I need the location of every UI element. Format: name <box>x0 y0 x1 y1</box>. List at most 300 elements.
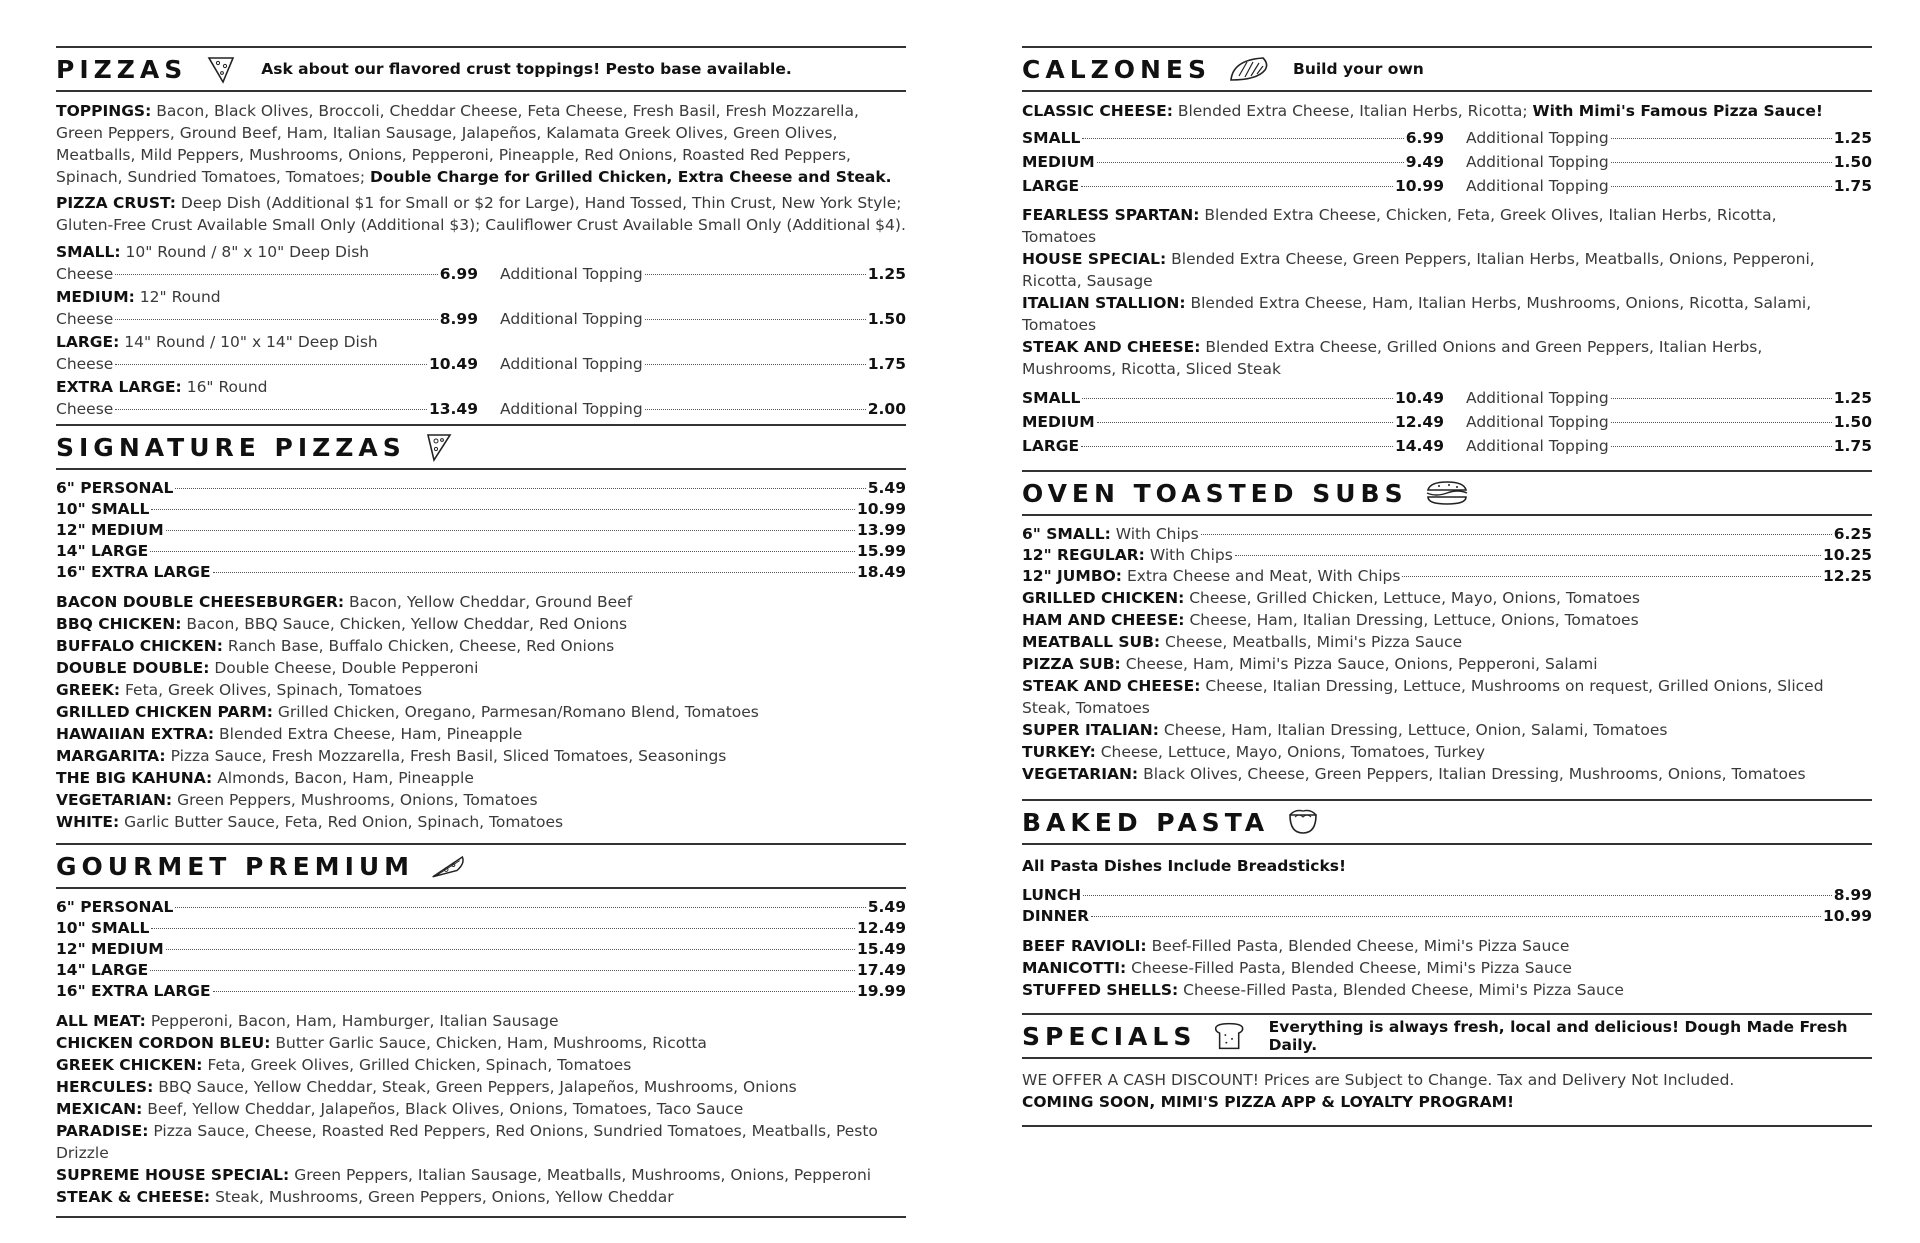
toppings-paragraph <box>56 100 906 188</box>
signature-price-row-price: 15.99 <box>856 542 906 560</box>
signature-item <box>56 723 906 745</box>
signature-price-row-label <box>56 562 211 583</box>
sub-price-row-label <box>1022 524 1199 545</box>
calzone-specialty-item-desc: Blended Extra Cheese, Grilled Onions and Green Peppers, Italian Herbs, Mushrooms, Ricotta, Sliced Steak <box>1022 338 1763 378</box>
pizza-cheese-price-row <box>56 353 478 375</box>
classic-cheese-text: Blended Extra Cheese, Italian Herbs, Ricotta; <box>1177 102 1528 120</box>
calzone-price-pair <box>1022 410 1872 434</box>
pasta-item <box>1022 979 1872 1001</box>
signature-item <box>56 811 906 833</box>
additional-topping-price: 1.25 <box>1833 389 1872 407</box>
gourmet-price-row <box>56 897 906 918</box>
signature-item-name: WHITE: <box>56 813 120 831</box>
signature-price-row-price: 10.99 <box>856 500 906 518</box>
gourmet-item-desc: Beef, Yellow Cheddar, Jalapeños, Black Olives, Onions, Tomatoes, Taco Sauce <box>147 1100 744 1118</box>
dot-leader <box>1097 162 1404 163</box>
gourmet-item-name: MEXICAN: <box>56 1100 143 1118</box>
calzone-price-row-price: 9.49 <box>1405 153 1444 171</box>
pasta-item-list <box>1022 935 1872 1001</box>
pizza-size-desc: 12" Round <box>139 288 221 306</box>
pizza-size-desc: 10" Round / 8" x 10" Deep Dish <box>125 243 370 261</box>
gourmet-price-row-label <box>56 897 173 918</box>
calzone-price-row-price: 10.49 <box>1394 389 1444 407</box>
additional-topping-row <box>500 398 906 420</box>
calzone-specialty-item-name: HOUSE SPECIAL: <box>1022 250 1167 268</box>
sub-price-row-label <box>1022 566 1400 587</box>
additional-topping-price: 1.50 <box>1833 153 1872 171</box>
additional-topping-price: 1.25 <box>1833 129 1872 147</box>
calzone-price-row-price: 14.49 <box>1394 437 1444 455</box>
additional-topping-price: 1.75 <box>867 355 906 373</box>
pizza-size-block <box>56 287 906 330</box>
sub-price-row <box>1022 566 1872 587</box>
subs-title: OVEN TOASTED SUBS <box>1022 478 1408 508</box>
right-bottom-rule <box>1022 1125 1872 1127</box>
pasta-price-row-price: 8.99 <box>1833 886 1872 904</box>
specials-note: Everything is always fresh, local and delicious! Dough Made Fresh Daily. <box>1268 1018 1848 1054</box>
dot-leader <box>115 364 427 365</box>
pasta-item-name: MANICOTTI: <box>1022 959 1127 977</box>
additional-topping-row <box>1466 150 1872 174</box>
pizza-cheese-price: 8.99 <box>439 310 478 328</box>
gourmet-price-row-price: 5.49 <box>867 898 906 916</box>
dot-leader <box>645 409 866 410</box>
calzone-price-row-label <box>1022 126 1080 150</box>
signature-price-row-price: 5.49 <box>867 479 906 497</box>
pizza-size-desc: 14" Round / 10" x 14" Deep Dish <box>124 333 378 351</box>
pasta-item-desc: Beef-Filled Pasta, Blended Cheese, Mimi's Pizza Sauce <box>1151 937 1570 955</box>
signature-price-row <box>56 478 906 499</box>
calzone-specialty-item <box>1022 248 1822 292</box>
pizza-size-desc: 16" Round <box>186 378 268 396</box>
additional-topping-price: 1.75 <box>1833 437 1872 455</box>
dot-leader <box>1611 422 1832 423</box>
pizza-size-name: LARGE: <box>56 333 120 351</box>
pasta-price-row <box>1022 885 1872 906</box>
sub-item-desc: Black Olives, Cheese, Green Peppers, Italian Dressing, Mushrooms, Onions, Tomatoes <box>1143 765 1806 783</box>
sub-item-name: GRILLED CHICKEN: <box>1022 589 1185 607</box>
gourmet-title: GOURMET PREMIUM <box>56 851 415 881</box>
gourmet-price-row-name: 14" LARGE <box>56 961 149 979</box>
signature-item-name: GREEK: <box>56 681 121 699</box>
pizza-slice-icon <box>422 432 458 462</box>
calzone-price-row-name: LARGE <box>1022 437 1080 455</box>
calzone-price-row-price: 10.99 <box>1394 177 1444 195</box>
gourmet-item-name: SUPREME HOUSE SPECIAL: <box>56 1166 290 1184</box>
gourmet-price-row <box>56 960 906 981</box>
additional-topping-row <box>1466 126 1872 150</box>
sub-item-desc: Cheese, Meatballs, Mimi's Pizza Sauce <box>1165 633 1463 651</box>
signature-item-name: MARGARITA: <box>56 747 166 765</box>
dot-leader <box>1201 534 1832 535</box>
pasta-item-name: STUFFED SHELLS: <box>1022 981 1179 999</box>
sub-item <box>1022 631 1872 653</box>
gourmet-item-name: GREEK CHICKEN: <box>56 1056 203 1074</box>
gourmet-price-row-price: 19.99 <box>856 982 906 1000</box>
dot-leader <box>1235 555 1821 556</box>
additional-topping-label: Additional Topping <box>1466 413 1609 431</box>
additional-topping-label: Additional Topping <box>1466 177 1609 195</box>
calzone-price-row-name: SMALL <box>1022 389 1081 407</box>
dot-leader <box>1402 576 1821 577</box>
pasta-item <box>1022 935 1872 957</box>
signature-item <box>56 789 906 811</box>
gourmet-price-row-price: 12.49 <box>856 919 906 937</box>
signature-item-desc: Bacon, Yellow Cheddar, Ground Beef <box>349 593 633 611</box>
pizza-size-price-pair <box>56 263 906 285</box>
sub-item-desc: Cheese, Ham, Mimi's Pizza Sauce, Onions, Pepperoni, Salami <box>1125 655 1598 673</box>
dot-leader <box>1611 446 1832 447</box>
classic-cheese-paragraph <box>1022 100 1872 122</box>
signature-item-desc: Ranch Base, Buffalo Chicken, Cheese, Red Onions <box>227 637 615 655</box>
dot-leader <box>1611 138 1832 139</box>
signature-item <box>56 635 906 657</box>
gourmet-item-desc: Feta, Greek Olives, Grilled Chicken, Spinach, Tomatoes <box>207 1056 632 1074</box>
pasta-item-desc: Cheese-Filled Pasta, Blended Cheese, Mimi's Pizza Sauce <box>1183 981 1624 999</box>
calzone-price-pair <box>1022 174 1872 198</box>
pizza-size-name: EXTRA LARGE: <box>56 378 182 396</box>
signature-price-row-price: 18.49 <box>856 563 906 581</box>
signature-item-desc: Feta, Greek Olives, Spinach, Tomatoes <box>124 681 423 699</box>
gourmet-item <box>56 1186 906 1208</box>
calzone-price-row-label <box>1022 150 1095 174</box>
gourmet-price-list <box>56 897 906 1002</box>
sub-price-row-desc: With Chips <box>1115 525 1199 543</box>
signature-item-name: VEGETARIAN: <box>56 791 173 809</box>
additional-topping-row <box>500 353 906 375</box>
pizza-slice-icon <box>203 54 239 84</box>
dot-leader <box>1091 916 1821 917</box>
sub-price-row-desc: With Chips <box>1149 546 1233 564</box>
classic-cheese-note: With Mimi's Famous Pizza Sauce! <box>1532 102 1823 120</box>
gourmet-price-row <box>56 918 906 939</box>
additional-topping-row <box>1466 386 1872 410</box>
gourmet-item-name: STEAK & CHEESE: <box>56 1188 211 1206</box>
signature-item <box>56 591 906 613</box>
bread-icon <box>1212 1021 1246 1051</box>
toppings-label: TOPPINGS: <box>56 102 152 120</box>
signature-item-desc: Double Cheese, Double Pepperoni <box>214 659 479 677</box>
toppings-text: Bacon, Black Olives, Broccoli, Cheddar Cheese, Feta Cheese, Fresh Basil, Fresh Mozzarella, Green Peppers, Ground Beef, Ham, Italian Sausage, Jalapeños, Kalamata Greek Olives, Green Olives, Meatballs, Mild Peppers, Mushrooms, Onions, Pepperoni, Pineapple, Red Onions, Roasted Red Peppers, Spinach, Sundried Tomatoes, Tomatoes; <box>56 102 859 186</box>
signature-item-name: BACON DOUBLE CHEESEBURGER: <box>56 593 345 611</box>
signature-price-row-name: 6" PERSONAL <box>56 479 174 497</box>
dot-leader <box>1083 895 1832 896</box>
calzones-title: CALZONES <box>1022 54 1212 84</box>
pizza-cheese-price: 6.99 <box>439 265 478 283</box>
sub-item <box>1022 675 1872 719</box>
signature-price-row-name: 12" MEDIUM <box>56 521 164 539</box>
pasta-note-paragraph <box>1022 855 1872 877</box>
pasta-header <box>1022 799 1872 845</box>
gourmet-item <box>56 1010 906 1032</box>
gourmet-item-name: CHICKEN CORDON BLEU: <box>56 1034 271 1052</box>
gourmet-price-row-name: 16" EXTRA LARGE <box>56 982 211 1000</box>
calzone-specialty-price-list <box>1022 386 1872 458</box>
sub-item <box>1022 763 1872 785</box>
calzones-note: Build your own <box>1293 60 1424 78</box>
gourmet-item-name: ALL MEAT: <box>56 1012 146 1030</box>
dot-leader <box>166 530 855 531</box>
signature-item-name: BBQ CHICKEN: <box>56 615 182 633</box>
gourmet-item-desc: Green Peppers, Italian Sausage, Meatballs, Mushrooms, Onions, Pepperoni <box>294 1166 872 1184</box>
signature-item-name: GRILLED CHICKEN PARM: <box>56 703 273 721</box>
signature-price-row <box>56 499 906 520</box>
pizza-cheese-label: Cheese <box>56 265 114 283</box>
sub-item-name: TURKEY: <box>1022 743 1096 761</box>
sub-item <box>1022 587 1872 609</box>
dot-leader <box>175 488 865 489</box>
right-column <box>1022 46 1872 1131</box>
dot-leader <box>645 274 866 275</box>
specials-section <box>1022 1013 1872 1127</box>
calzone-price-row-name: LARGE <box>1022 177 1080 195</box>
dot-leader <box>150 551 855 552</box>
signature-price-row-label <box>56 478 173 499</box>
pizza-cheese-price-row <box>56 263 478 285</box>
additional-topping-label: Additional Topping <box>1466 153 1609 171</box>
gourmet-item-desc: Steak, Mushrooms, Green Peppers, Onions, Yellow Cheddar <box>215 1188 674 1206</box>
pizza-size-name: MEDIUM: <box>56 288 135 306</box>
crust-text: Deep Dish (Additional $1 for Small or $2 for Large), Hand Tossed, Thin Crust, New York Style; Gluten-Free Crust Available Small Only (Additional $3); Cauliflower Crust Available Small Only (Additional $4). <box>56 194 906 234</box>
pizza-size-price-pair <box>56 353 906 375</box>
crust-label: PIZZA CRUST: <box>56 194 176 212</box>
sub-item-name: PIZZA SUB: <box>1022 655 1121 673</box>
gourmet-header <box>56 843 906 889</box>
sub-item-name: MEATBALL SUB: <box>1022 633 1161 651</box>
specials-header <box>1022 1013 1872 1059</box>
dot-leader <box>115 274 437 275</box>
pizza-cheese-label: Cheese <box>56 400 114 418</box>
calzone-specialty-item <box>1022 204 1822 248</box>
calzone-price-pair <box>1022 150 1872 174</box>
dot-leader <box>1082 398 1393 399</box>
subs-price-list <box>1022 524 1872 587</box>
calzone-classic-price-list <box>1022 126 1872 198</box>
calzone-price-pair <box>1022 126 1872 150</box>
gourmet-item-name: PARADISE: <box>56 1122 149 1140</box>
additional-topping-row <box>500 263 906 285</box>
gourmet-price-row <box>56 939 906 960</box>
pasta-bowl-icon <box>1285 807 1321 837</box>
gourmet-price-row-label <box>56 960 148 981</box>
crust-paragraph <box>56 192 906 236</box>
gourmet-item-desc: BBQ Sauce, Yellow Cheddar, Steak, Green Peppers, Jalapeños, Mushrooms, Onions <box>158 1078 797 1096</box>
gourmet-price-row-name: 10" SMALL <box>56 919 150 937</box>
left-column <box>56 46 906 1222</box>
toppings-note: Double Charge for Grilled Chicken, Extra Cheese and Steak. <box>370 168 892 186</box>
additional-topping-price: 1.25 <box>867 265 906 283</box>
dot-leader <box>1081 446 1393 447</box>
pasta-title: BAKED PASTA <box>1022 807 1270 837</box>
additional-topping-price: 2.00 <box>867 400 906 418</box>
additional-topping-row <box>500 308 906 330</box>
pizza-size-list <box>56 242 906 420</box>
sub-item <box>1022 719 1872 741</box>
signature-price-list <box>56 478 906 583</box>
calzone-specialty-item-name: FEARLESS SPARTAN: <box>1022 206 1200 224</box>
specials-line2: COMING SOON, MIMI'S PIZZA APP & LOYALTY PROGRAM! <box>1022 1093 1515 1111</box>
calzone-price-row <box>1022 126 1444 150</box>
calzone-icon <box>1227 54 1271 84</box>
left-bottom-rule <box>56 1216 906 1218</box>
signature-price-row-name: 16" EXTRA LARGE <box>56 563 211 581</box>
pizza-size-heading <box>56 332 906 353</box>
signature-item-name: HAWAIIAN EXTRA: <box>56 725 215 743</box>
dot-leader <box>213 572 855 573</box>
calzone-price-row <box>1022 174 1444 198</box>
sub-price-row-price: 10.25 <box>1822 546 1872 564</box>
sub-price-row-price: 12.25 <box>1822 567 1872 585</box>
additional-topping-row <box>1466 434 1872 458</box>
subs-item-list <box>1022 587 1872 785</box>
gourmet-price-row-name: 12" MEDIUM <box>56 940 164 958</box>
additional-topping-label: Additional Topping <box>1466 389 1609 407</box>
dot-leader <box>151 928 855 929</box>
pasta-price-list <box>1022 885 1872 927</box>
signature-price-row <box>56 520 906 541</box>
signature-header <box>56 424 906 470</box>
sub-price-row-price: 6.25 <box>1833 525 1872 543</box>
signature-item <box>56 657 906 679</box>
additional-topping-row <box>1466 410 1872 434</box>
signature-item <box>56 701 906 723</box>
gourmet-price-row-price: 17.49 <box>856 961 906 979</box>
pizza-size-name: SMALL: <box>56 243 121 261</box>
calzones-section <box>1022 46 1872 466</box>
dot-leader <box>1611 186 1832 187</box>
gourmet-price-row <box>56 981 906 1002</box>
pasta-price-row-label <box>1022 906 1089 927</box>
dot-leader <box>175 907 865 908</box>
additional-topping-label: Additional Topping <box>500 400 643 418</box>
gourmet-item <box>56 1120 906 1164</box>
signature-item-desc: Green Peppers, Mushrooms, Onions, Tomatoes <box>177 791 538 809</box>
sub-price-row-name: 6" SMALL: <box>1022 525 1111 543</box>
gourmet-item-desc: Pepperoni, Bacon, Ham, Hamburger, Italian Sausage <box>150 1012 559 1030</box>
pasta-item-name: BEEF RAVIOLI: <box>1022 937 1147 955</box>
dot-leader <box>1611 162 1832 163</box>
pizzas-note: Ask about our flavored crust toppings! Pesto base available. <box>261 60 792 78</box>
signature-item-list <box>56 591 906 833</box>
pizza-cheese-price: 10.49 <box>428 355 478 373</box>
signature-item-desc: Garlic Butter Sauce, Feta, Red Onion, Spinach, Tomatoes <box>124 813 564 831</box>
pizza-size-block <box>56 332 906 375</box>
pizzas-header <box>56 46 906 92</box>
sub-item <box>1022 653 1872 675</box>
signature-item-name: THE BIG KAHUNA: <box>56 769 213 787</box>
gourmet-item-desc: Pizza Sauce, Cheese, Roasted Red Peppers, Red Onions, Sundried Tomatoes, Meatballs, Pesto Drizzle <box>56 1122 878 1162</box>
calzone-price-row-name: MEDIUM <box>1022 413 1095 431</box>
pizza-size-price-pair <box>56 308 906 330</box>
pasta-item-desc: Cheese-Filled Pasta, Blended Cheese, Mimi's Pizza Sauce <box>1131 959 1572 977</box>
calzone-price-row-label <box>1022 434 1079 458</box>
pizza-cheese-label: Cheese <box>56 310 114 328</box>
additional-topping-label: Additional Topping <box>500 355 643 373</box>
calzone-price-row-price: 6.99 <box>1405 129 1444 147</box>
dot-leader <box>151 509 855 510</box>
specials-title: SPECIALS <box>1022 1021 1197 1051</box>
signature-section <box>56 424 906 839</box>
gourmet-item <box>56 1164 906 1186</box>
dot-leader <box>1611 398 1832 399</box>
signature-price-row-name: 10" SMALL <box>56 500 150 518</box>
pizza-cheese-label: Cheese <box>56 355 114 373</box>
gourmet-item <box>56 1098 906 1120</box>
calzone-price-row-label <box>1022 174 1079 198</box>
signature-item-desc: Blended Extra Cheese, Ham, Pineapple <box>219 725 523 743</box>
signature-item-desc: Almonds, Bacon, Ham, Pineapple <box>217 769 474 787</box>
sub-item <box>1022 741 1872 763</box>
additional-topping-price: 1.50 <box>1833 413 1872 431</box>
sub-item-name: HAM AND CHEESE: <box>1022 611 1185 629</box>
pasta-price-row-name: DINNER <box>1022 907 1090 925</box>
additional-topping-price: 1.50 <box>867 310 906 328</box>
calzone-price-row <box>1022 434 1444 458</box>
sub-item-name: STEAK AND CHEESE: <box>1022 677 1201 695</box>
calzone-price-row-price: 12.49 <box>1394 413 1444 431</box>
calzone-specialty-item-name: ITALIAN STALLION: <box>1022 294 1186 312</box>
pizza-slice-icon <box>430 851 466 881</box>
additional-topping-label: Additional Topping <box>500 310 643 328</box>
sub-price-row <box>1022 545 1872 566</box>
additional-topping-row <box>1466 174 1872 198</box>
signature-price-row-label <box>56 541 148 562</box>
pizza-size-heading <box>56 287 906 308</box>
dot-leader <box>115 319 437 320</box>
dot-leader <box>115 409 427 410</box>
signature-price-row <box>56 541 906 562</box>
sub-item-desc: Cheese, Lettuce, Mayo, Onions, Tomatoes, Turkey <box>1100 743 1486 761</box>
gourmet-price-row-name: 6" PERSONAL <box>56 898 174 916</box>
signature-price-row-price: 13.99 <box>856 521 906 539</box>
calzone-specialty-item <box>1022 336 1822 380</box>
calzone-price-row-name: SMALL <box>1022 129 1081 147</box>
sub-item-name: VEGETARIAN: <box>1022 765 1139 783</box>
gourmet-item-desc: Butter Garlic Sauce, Chicken, Ham, Mushrooms, Ricotta <box>275 1034 707 1052</box>
signature-price-row-name: 14" LARGE <box>56 542 149 560</box>
calzone-specialty-item-name: STEAK AND CHEESE: <box>1022 338 1201 356</box>
signature-item-desc: Pizza Sauce, Fresh Mozzarella, Fresh Basil, Sliced Tomatoes, Seasonings <box>170 747 727 765</box>
calzone-specialty-item-desc: Blended Extra Cheese, Ham, Italian Herbs, Mushrooms, Onions, Ricotta, Salami, Tomatoes <box>1022 294 1812 334</box>
gourmet-price-row-label <box>56 981 211 1002</box>
gourmet-item-name: HERCULES: <box>56 1078 154 1096</box>
calzone-price-row <box>1022 386 1444 410</box>
pasta-section <box>1022 799 1872 1009</box>
dot-leader <box>1097 422 1393 423</box>
pizza-size-block <box>56 377 906 420</box>
pizzas-title: PIZZAS <box>56 54 188 84</box>
calzone-specialty-item <box>1022 292 1822 336</box>
pasta-price-row-name: LUNCH <box>1022 886 1082 904</box>
gourmet-section <box>56 843 906 1218</box>
calzones-header <box>1022 46 1872 92</box>
gourmet-item-list <box>56 1010 906 1208</box>
dot-leader <box>1081 186 1393 187</box>
gourmet-price-row-label <box>56 918 149 939</box>
signature-price-row-label <box>56 520 164 541</box>
calzone-price-row-label <box>1022 386 1080 410</box>
sub-item-desc: Cheese, Italian Dressing, Lettuce, Mushrooms on request, Grilled Onions, Sliced Steak, Tomatoes <box>1022 677 1824 717</box>
calzone-specialty-item-desc: Blended Extra Cheese, Chicken, Feta, Greek Olives, Italian Herbs, Ricotta, Tomatoes <box>1022 206 1777 246</box>
pizza-size-price-pair <box>56 398 906 420</box>
pizza-size-heading <box>56 242 906 263</box>
signature-item <box>56 767 906 789</box>
signature-price-row <box>56 562 906 583</box>
sub-price-row-name: 12" JUMBO: <box>1022 567 1123 585</box>
gourmet-price-row-label <box>56 939 164 960</box>
sub-item-desc: Cheese, Grilled Chicken, Lettuce, Mayo, Onions, Tomatoes <box>1189 589 1640 607</box>
pizza-cheese-price-row <box>56 398 478 420</box>
